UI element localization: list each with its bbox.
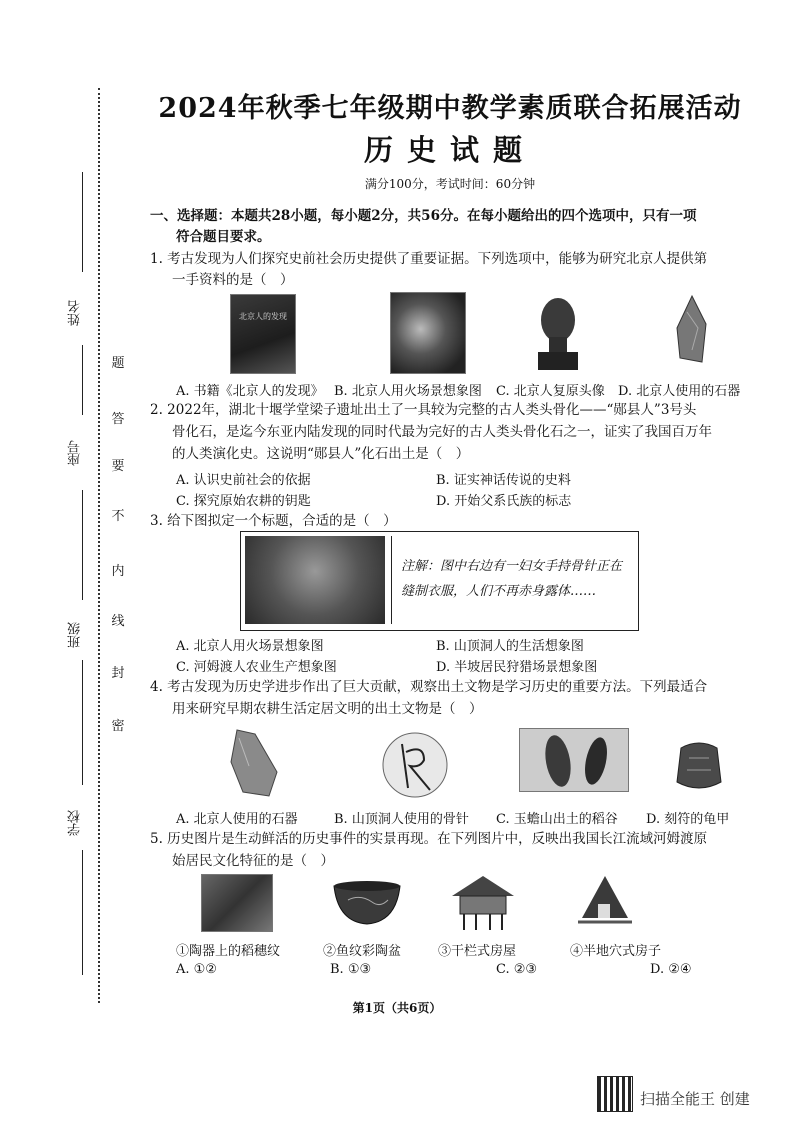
- q3-option-d[interactable]: D. 半坡居民狩猎场景想象图: [436, 660, 598, 675]
- q5-caption-4: ④半地穴式房子: [570, 944, 662, 959]
- fish-pottery-basin-image: [330, 878, 404, 928]
- name-label: 姓名: [68, 300, 83, 326]
- q1-option-a[interactable]: A. 书籍《北京人的发现》: [176, 384, 324, 399]
- exam-meta: 满分100分，考试时间：60分钟: [364, 177, 536, 191]
- q3-option-b[interactable]: B. 山顶洞人的生活想象图: [436, 639, 584, 654]
- q4-option-c[interactable]: C. 玉蟾山出土的稻谷: [496, 812, 618, 827]
- bone-needle-image: [380, 730, 450, 800]
- q3-figure-box: [240, 531, 639, 631]
- q4-option-b[interactable]: B. 山顶洞人使用的骨针: [334, 812, 469, 827]
- class-label: 班级: [68, 622, 83, 648]
- stone-tool-image: [225, 726, 285, 802]
- seat-label: 座号: [68, 440, 83, 466]
- q2-option-a[interactable]: A. 认识史前社会的依据: [176, 473, 311, 488]
- scanner-watermark: 扫描全能王 创建: [640, 1090, 750, 1108]
- class-blank-line: [82, 660, 83, 785]
- q5-option-c[interactable]: C. ②③: [496, 962, 538, 977]
- exam-subject: 历史试题: [363, 133, 536, 167]
- q1-option-b[interactable]: B. 北京人用火场景想象图: [334, 384, 482, 399]
- q2-stem-line3: 的人类演化史。这说明“郧县人”化石出土是（ ）: [172, 446, 470, 462]
- seal-char: 线: [111, 614, 125, 629]
- seal-char: 密: [111, 719, 125, 734]
- seal-char: 答: [111, 412, 125, 427]
- seal-char: 要: [111, 459, 125, 474]
- exam-title: 2024年秋季七年级期中教学素质联合拓展活动: [158, 93, 742, 124]
- seal-char: 题: [111, 356, 125, 371]
- q5-caption-3: ③干栏式房屋: [438, 944, 517, 959]
- section-heading-line1: 一、选择题：本题共28小题，每小题2分，共56分。在每小题给出的四个选项中，只有一项: [150, 208, 697, 224]
- cave-life-image: [245, 536, 385, 624]
- rice-grain-image: [519, 728, 629, 792]
- q1-option-c[interactable]: C. 北京人复原头像: [496, 384, 605, 399]
- figure-divider: [391, 536, 392, 624]
- seat-blank-line: [82, 490, 83, 600]
- binding-dotted-line: [98, 88, 100, 1003]
- q3-note: 注解：图中右边有一妇女手持骨针正在缝制衣服，人们不再赤身露体……: [401, 559, 623, 599]
- q5-stem-line2: 始居民文化特征的是（ ）: [172, 853, 334, 869]
- q2-stem-line1: 2. 2022年，湖北十堰学堂梁子遗址出土了一具较为完整的古人类头骨化——“郧县人”3号头: [150, 402, 697, 418]
- q2-option-c[interactable]: C. 探究原始农耕的钥匙: [176, 494, 311, 509]
- q2-option-b[interactable]: B. 证实神话传说的史料: [436, 473, 571, 488]
- q5-option-d[interactable]: D. ②④: [650, 962, 692, 977]
- fire-scene-image: [390, 292, 466, 374]
- page-number: 第1页（共6页）: [352, 1001, 442, 1015]
- book-cover-title: 北京人的发现: [239, 312, 287, 321]
- section-heading-line2: 符合题目要求。: [176, 229, 271, 245]
- seal-char: 内: [111, 564, 125, 579]
- q4-option-d[interactable]: D. 刻符的龟甲: [646, 812, 730, 827]
- q1-option-d[interactable]: D. 北京人使用的石器: [618, 384, 741, 399]
- q1-stem-line2: 一手资料的是（ ）: [172, 272, 294, 288]
- q5-option-a[interactable]: A. ①②: [176, 962, 217, 977]
- head-bust-image: [530, 292, 586, 374]
- q3-option-a[interactable]: A. 北京人用火场景想象图: [176, 639, 324, 654]
- turtle-shell-image: [673, 738, 725, 794]
- q3-option-c[interactable]: C. 河姆渡人农业生产想象图: [176, 660, 337, 675]
- q4-option-a[interactable]: A. 北京人使用的石器: [176, 812, 298, 827]
- q5-caption-1: ①陶器上的稻穗纹: [176, 944, 281, 959]
- q2-stem-line2: 骨化石，是迄今东亚内陆发现的同时代最为完好的古人类头骨化石之一，证实了我国百万年: [172, 424, 712, 440]
- seal-char: 封: [111, 666, 125, 681]
- q5-stem-line1: 5. 历史图片是生动鲜活的历史事件的实景再现。在下列图片中，反映出我国长江流域河姆渡原: [150, 831, 708, 847]
- q3-stem: 3. 给下图拟定一个标题，合适的是（ ）: [150, 513, 397, 529]
- q4-stem-line1: 4. 考古发现为历史学进步作出了巨大贡献，观察出土文物是学习历史的重要方法。下列最适合: [150, 679, 708, 695]
- seal-char: 不: [111, 509, 125, 524]
- qr-code-icon: [597, 1076, 633, 1112]
- q1-stem-line1: 1. 考古发现为人们探究史前社会历史提供了重要证据。下列选项中，能够为研究北京人提供第: [150, 251, 708, 267]
- rice-pattern-pottery-image: [201, 874, 273, 932]
- q4-stem-line2: 用来研究早期农耕生活定居文明的出土文物是（ ）: [172, 701, 483, 717]
- q5-caption-2: ②鱼纹彩陶盆: [323, 944, 402, 959]
- q2-option-d[interactable]: D. 开始父系氏族的标志: [436, 494, 572, 509]
- book-cover-image: [230, 294, 296, 374]
- school-blank-line: [82, 850, 83, 975]
- stone-tool-image: [672, 294, 712, 366]
- q5-option-b[interactable]: B. ①③: [330, 962, 372, 977]
- name-blank-line: [82, 172, 83, 272]
- school-label: 学校: [68, 810, 83, 836]
- semi-subterranean-house-image: [578, 872, 632, 930]
- stilt-house-image: [448, 872, 518, 932]
- seat-blank-line-top: [82, 345, 83, 415]
